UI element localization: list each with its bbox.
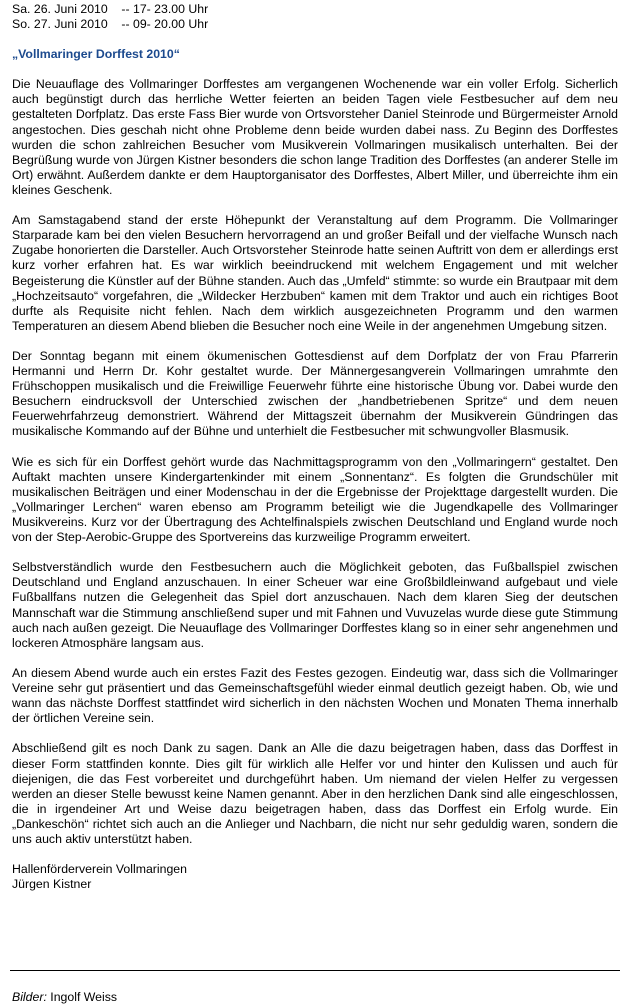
signature xyxy=(12,862,618,892)
article-page xyxy=(12,2,618,892)
photo-credits-name: Ingolf Weiss xyxy=(46,990,118,1004)
event-date-sunday: So. 27. Juni 2010 -- 09- 20.00 Uhr xyxy=(12,17,209,32)
event-dates xyxy=(12,2,618,32)
footer-divider xyxy=(10,970,620,971)
signature-organization: Hallenförderverein Vollmaringen xyxy=(12,862,187,877)
article-paragraph-6: An diesem Abend wurde auch ein erstes Fazit des Festes gezogen. Eindeutig war, dass sich die Vollmaringer Vereine sehr gut präsentiert und das Gemeinschaftsgefühl wieder einmal deutlich gezeigt haben. Ob, wie und wann das nächste Dorffest stattfindet wird sicherlich in den nächsten Wochen und Monaten Thema innerhalb der örtlichen Vereine sein. xyxy=(12,665,618,726)
article-title: „Vollmaringer Dorffest 2010“ xyxy=(12,47,180,62)
article-paragraph-2: Am Samstagabend stand der erste Höhepunkt der Veranstaltung auf dem Programm. Die Vollmaringer Starparade kam bei den vielen Besuchern hervorragend an und großer Beifall und der vielfache Wunsch nach Zugabe honorierten die Darsteller. Auch Ortsvorsteher Steinrode hatte seinen Auftritt von dem er allerdings erst kurz vorher erfahren hat. Es war wirklich beeindruckend mit welchem Engagement und mit welcher Begeisterung die Künstler auf der Bühne standen. Auch das „Umfeld“ stimmte: so wurde ein Brautpaar mit dem „Hochzeitsauto“ vorgefahren, die „Wildecker Herzbuben“ kamen mit dem Traktor und auch ein richtiges Boot durfte als Requisite nicht fehlen. Nach dem wirklich ausgezeichneten Programm und den warmen Temperaturen an diesem Abend blieben die Besucher noch eine Weile in der angenehmen Umgebung sitzen. xyxy=(12,213,618,333)
article-paragraph-5: Selbstverständlich wurde den Festbesuchern auch die Möglichkeit geboten, das Fußballspiel zwischen Deutschland und England anzuschauen. In einer Scheuer war eine Großbildleinwand aufgebaut und viele Fußballfans nutzen die Gelegenheit das Spiel dort anzuschauen. Nach dem klaren Sieg der deutschen Mannschaft war die Stimmung anschließend super und mit Fahnen und Vuvuzelas wurde diese gute Stimmung auch nach außen gezeigt. Die Neuauflage des Vollmaringer Dorffestes klang so in einer sehr angenehmen und lockeren Atmosphäre langsam aus. xyxy=(12,560,618,650)
article-paragraph-1: Die Neuauflage des Vollmaringer Dorffestes am vergangenen Wochenende war ein voller Erfolg. Sicherlich auch begünstigt durch das herrliche Wetter feierten an beiden Tagen viele Festbesucher auf dem neu gestalteten Dorfplatz. Das erste Fass Bier wurde von Ortsvorsteher Daniel Steinrode und Bürgermeister Arnold angestochen. Dies geschah nicht ohne Probleme denn beide wurden dabei nass. Zu Beginn des Dorffestes wurden die schon zahlreichen Besucher vom Musikverein Vollmaringen musikalisch unterhalten. Bei der Begrüßung wurde von Jürgen Kistner besonders die schon lange Tradition des Dorffestes (an anderer Stelle im Ort) erwähnt. Außerdem dankte er dem Hauptorganisator des Dorffestes, Albert Miller, und überreichte ihm ein kleines Geschenk. xyxy=(12,77,618,197)
article-paragraph-3: Der Sonntag begann mit einem ökumenischen Gottesdienst auf dem Dorfplatz der von Frau Pfarrerin Hermanni und Herrn Dr. Kohr gestaltet wurde. Der Männergesangverein Vollmaringen umrahmte den Frühschoppen musikalisch und die Freiwillige Feuerwehr führte eine historische Übung vor. Dabei wurde den Besuchern eindrucksvoll der Unterschied zwischen der „handbetriebenen Spritze“ und dem neuen Feuerwehrfahrzeug demonstriert. Während der Mittagszeit übernahm der Musikverein Gündringen das musikalische Kommando auf der Bühne und unterhielt die Festbesucher mit schwungvoller Blasmusik. xyxy=(12,348,618,439)
signature-author: Jürgen Kistner xyxy=(12,877,92,892)
photo-credits-label: Bilder: xyxy=(12,990,47,1004)
article-paragraph-7: Abschließend gilt es noch Dank zu sagen. Dank an Alle die dazu beigetragen haben, dass das Dorffest in dieser Form stattfinden konnte. Dies gilt für wirklich alle Helfer vor und hinter den Kulissen und auch für diejenigen, die das Fest vorbereitet und durchgeführt haben. Um niemand der vielen Helfer zu vergessen werden an dieser Stelle bewusst keine Namen genannt. Aber in den herzlichen Dank sind alle eingeschlossen, die in irgendeiner Art und Weise dazu beigetragen haben, dass das Dorffest ein Erfolg wurde. Ein „Dankeschön“ richtet sich auch an die Anlieger und Nachbarn, die nicht nur sehr geduldig waren, sondern die uns auch aktiv unterstützt haben. xyxy=(12,741,618,846)
event-date-saturday: Sa. 26. Juni 2010 -- 17- 23.00 Uhr xyxy=(12,2,209,16)
photo-credits xyxy=(12,990,117,1005)
article-paragraph-4: Wie es sich für ein Dorffest gehört wurde das Nachmittagsprogramm von den „Vollmaringern“ gestaltet. Den Auftakt machten unsere Kindergartenkinder mit einem „Sonnentanz“. Es folgten die Grundschüler mit musikalischen Beiträgen und einer Modenschau in der die Ergebnisse der Projekttage dargestellt wurden. Die „Vollmaringer Lerchen“ waren ebenso am Programm beteiligt wie die Jugendkapelle des Vollmaringer Musikvereins. Kurz vor der Übertragung des Achtelfinalspiels zwischen Deutschland und England wurde noch von der Step-Aerobic-Gruppe des Sportvereins das kurzweilige Programm erweitert. xyxy=(12,454,618,545)
